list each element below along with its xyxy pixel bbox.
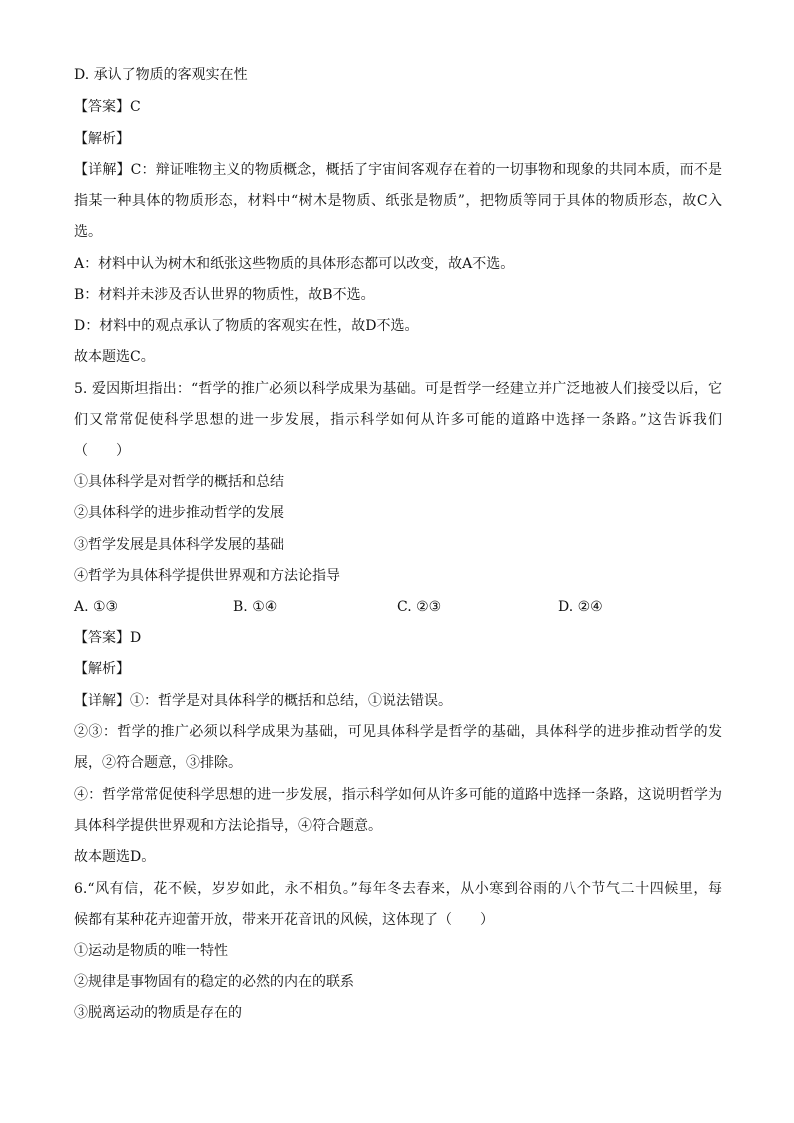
q6-item-2: ②规律是事物固有的稳定的必然的内在的联系 bbox=[74, 974, 354, 990]
q4-option-d-note: D：材料中的观点承认了物质的客观实在性，故D不选。 bbox=[74, 318, 419, 334]
q5-detail-line1: 【详解】①：哲学是对具体科学的概括和总结，①说法错误。 bbox=[74, 693, 452, 709]
q5-analysis-heading: 【解析】 bbox=[74, 661, 130, 677]
q6-stem-line2: 候都有某种花卉迎蕾开放，带来开花音讯的风候，这体现了（ ） bbox=[74, 912, 494, 928]
q5-choice-c: C. ②③ bbox=[397, 599, 442, 615]
q5-choice-d: D. ②④ bbox=[558, 599, 603, 615]
q4-conclusion: 故本题选C。 bbox=[74, 349, 155, 365]
q5-answer-blank: （ ） bbox=[74, 443, 130, 459]
q5-detail-line4: ④：哲学常常促使科学思想的进一步发展，指示科学如何从许多可能的道路中选择一条路，这说明哲学为 bbox=[74, 787, 722, 803]
q5-detail-line5: 具体科学提供世界观和方法论指导，④符合题意。 bbox=[74, 818, 382, 834]
q4-option-a-note: A：材料中认为树木和纸张这些物质的具体形态都可以改变，故A不选。 bbox=[74, 256, 515, 272]
q5-item-2: ②具体科学的进步推动哲学的发展 bbox=[74, 505, 284, 521]
q5-choice-b: B. ①④ bbox=[233, 599, 278, 615]
q5-detail-line2: ②③：哲学的推广必须以科学成果为基础，可见具体科学是哲学的基础，具体科学的进步推动哲学的发 bbox=[74, 724, 722, 740]
q6-item-3: ③脱离运动的物质是存在的 bbox=[74, 1005, 242, 1021]
q5-item-3: ③哲学发展是具体科学发展的基础 bbox=[74, 537, 284, 553]
q4-option-d: D. 承认了物质的客观实在性 bbox=[74, 67, 248, 83]
q4-detail-line1: 【详解】C：辩证唯物主义的物质概念，概括了宇宙间客观存在着的一切事物和现象的共同本质，而不是 bbox=[74, 162, 722, 178]
q5-item-1: ①具体科学是对哲学的概括和总结 bbox=[74, 474, 284, 490]
q5-answer: 【答案】D bbox=[74, 630, 142, 646]
q5-conclusion: 故本题选D。 bbox=[74, 849, 156, 865]
q5-detail-line3: 展，②符合题意，③排除。 bbox=[74, 755, 242, 771]
q5-item-4: ④哲学为具体科学提供世界观和方法论指导 bbox=[74, 568, 340, 584]
q4-option-b-note: B：材料并未涉及否认世界的物质性，故B不选。 bbox=[74, 287, 375, 303]
q5-stem-line1: 5. 爱因斯坦指出：“哲学的推广必须以科学成果为基础。可是哲学一经建立并广泛地被人们接受以后，它 bbox=[74, 381, 722, 397]
q4-answer: 【答案】C bbox=[74, 99, 141, 115]
q5-choice-a: A. ①③ bbox=[74, 599, 119, 615]
q6-item-1: ①运动是物质的唯一特性 bbox=[74, 943, 228, 959]
q4-analysis-heading: 【解析】 bbox=[74, 131, 130, 147]
q4-detail-line3: 选。 bbox=[74, 224, 102, 240]
q4-detail-line2: 指某一种具体的物质形态，材料中“树木是物质、纸张是物质”，把物质等同于具体的物质形态，故C入 bbox=[74, 193, 722, 209]
q6-stem-line1: 6.“风有信，花不候，岁岁如此，永不相负。”每年冬去春来，从小寒到谷雨的八个节气二十四候里，每 bbox=[74, 881, 722, 897]
q5-stem-line2: 们又常常促使科学思想的进一步发展，指示科学如何从许多可能的道路中选择一条路。”这告诉我们 bbox=[74, 412, 722, 428]
